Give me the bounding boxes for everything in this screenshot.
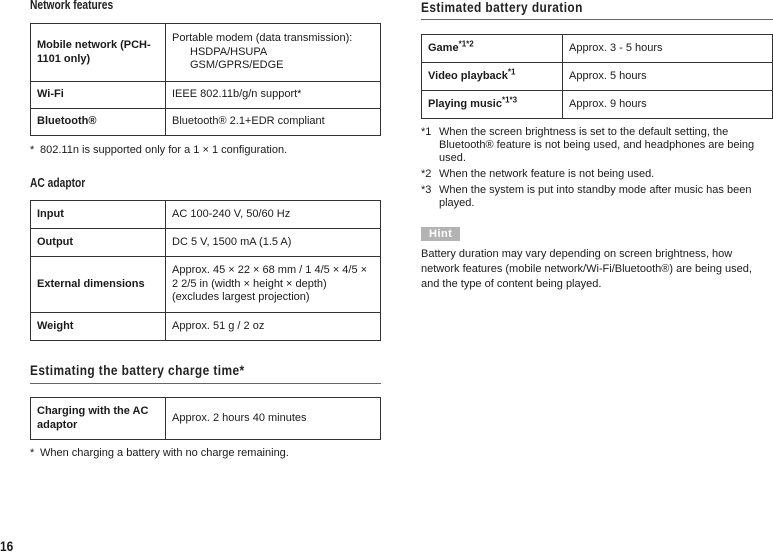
charging-value: Approx. 2 hours 40 minutes [166,398,381,440]
mobile-network-value [166,24,381,82]
page-number: 16 [0,538,14,554]
battery-footnotes [421,126,773,210]
mobile-network-value-line2: HSDPA/HSUPA [190,45,268,58]
table-row [31,313,381,341]
table-row [31,398,381,440]
external-dimensions-value: Approx. 45 × 22 × 68 mm / 1 4/5 × 4/5 × 2 2/5 in (width × height × depth) (excludes largest projection) [166,257,381,313]
wifi-value: IEEE 802.11b/g/n support* [166,82,381,109]
footnote-mark: *3 [421,184,432,196]
list-item [421,126,773,165]
video-playback-label: Video playback [428,69,508,82]
ac-adaptor-heading: AC adaptor [30,176,86,190]
playing-music-label: Playing music [428,97,502,110]
weight-key: Weight [31,313,166,341]
table-row [31,24,381,82]
input-key: Input [31,201,166,229]
video-playback-key [422,63,563,91]
charge-time-table [30,397,381,440]
table-row [31,257,381,313]
network-footnote [30,144,381,157]
footnote-mark: *1 [421,126,432,138]
game-label: Game [428,41,459,54]
battery-duration-table [421,34,773,119]
mobile-network-key: Mobile network (PCH-1101 only) [31,24,166,82]
wifi-key: Wi-Fi [31,82,166,109]
footnote-text: When the screen brightness is set to the default setting, the Bluetooth® feature is not being used, and headphones are being used. [439,126,755,164]
table-row [422,63,773,91]
charge-time-heading: Estimating the battery charge time* [30,362,245,378]
hint-text: Battery duration may vary depending on screen brightness, how network features (mobile network/Wi-Fi/Bluetooth®) are being used, and the type of content being played. [421,248,752,290]
network-table [30,23,381,136]
table-row [31,109,381,136]
footnote-mark: * [30,144,35,156]
output-value: DC 5 V, 1500 mA (1.5 A) [166,229,381,257]
table-row [31,82,381,109]
footnote-text: When the system is put into standby mode after music has been played. [439,184,752,209]
video-playback-value: Approx. 5 hours [563,63,773,91]
footnote-text: 802.11n is supported only for a 1 × 1 configuration. [40,144,288,156]
table-row [31,201,381,229]
bluetooth-value: Bluetooth® 2.1+EDR compliant [166,109,381,136]
footnote-text: When charging a battery with no charge remaining. [40,447,289,459]
input-value: AC 100-240 V, 50/60 Hz [166,201,381,229]
table-row [422,35,773,63]
mobile-network-value-line3: GSM/GPRS/EDGE [190,59,284,72]
ac-adaptor-table [30,200,381,341]
mobile-network-value-line1: Portable modem (data transmission): [172,32,353,45]
playing-music-key [422,91,563,119]
weight-value: Approx. 51 g / 2 oz [166,313,381,341]
game-key [422,35,563,63]
hint-badge: Hint [421,227,460,241]
playing-music-value: Approx. 9 hours [563,91,773,119]
list-item [421,184,773,210]
game-sup: *1*2 [458,39,474,49]
charge-time-footnote [30,447,381,460]
game-value: Approx. 3 - 5 hours [563,35,773,63]
table-row [31,229,381,257]
bluetooth-key: Bluetooth® [31,109,166,136]
table-row [422,91,773,119]
external-dimensions-key: External dimensions [31,257,166,313]
list-item [421,168,773,181]
playing-music-sup: *1*3 [501,95,518,105]
footnote-mark: * [30,447,35,459]
battery-duration-heading: Estimated battery duration [421,0,583,15]
charging-key: Charging with the AC adaptor [31,398,166,440]
output-key: Output [31,229,166,257]
footnote-text: When the network feature is not being used. [439,168,655,180]
video-playback-sup: *1 [507,67,516,77]
battery-duration-rule [421,19,773,20]
footnote-mark: *2 [421,168,432,180]
charge-time-rule [30,383,381,384]
network-heading: Network features [30,0,114,12]
